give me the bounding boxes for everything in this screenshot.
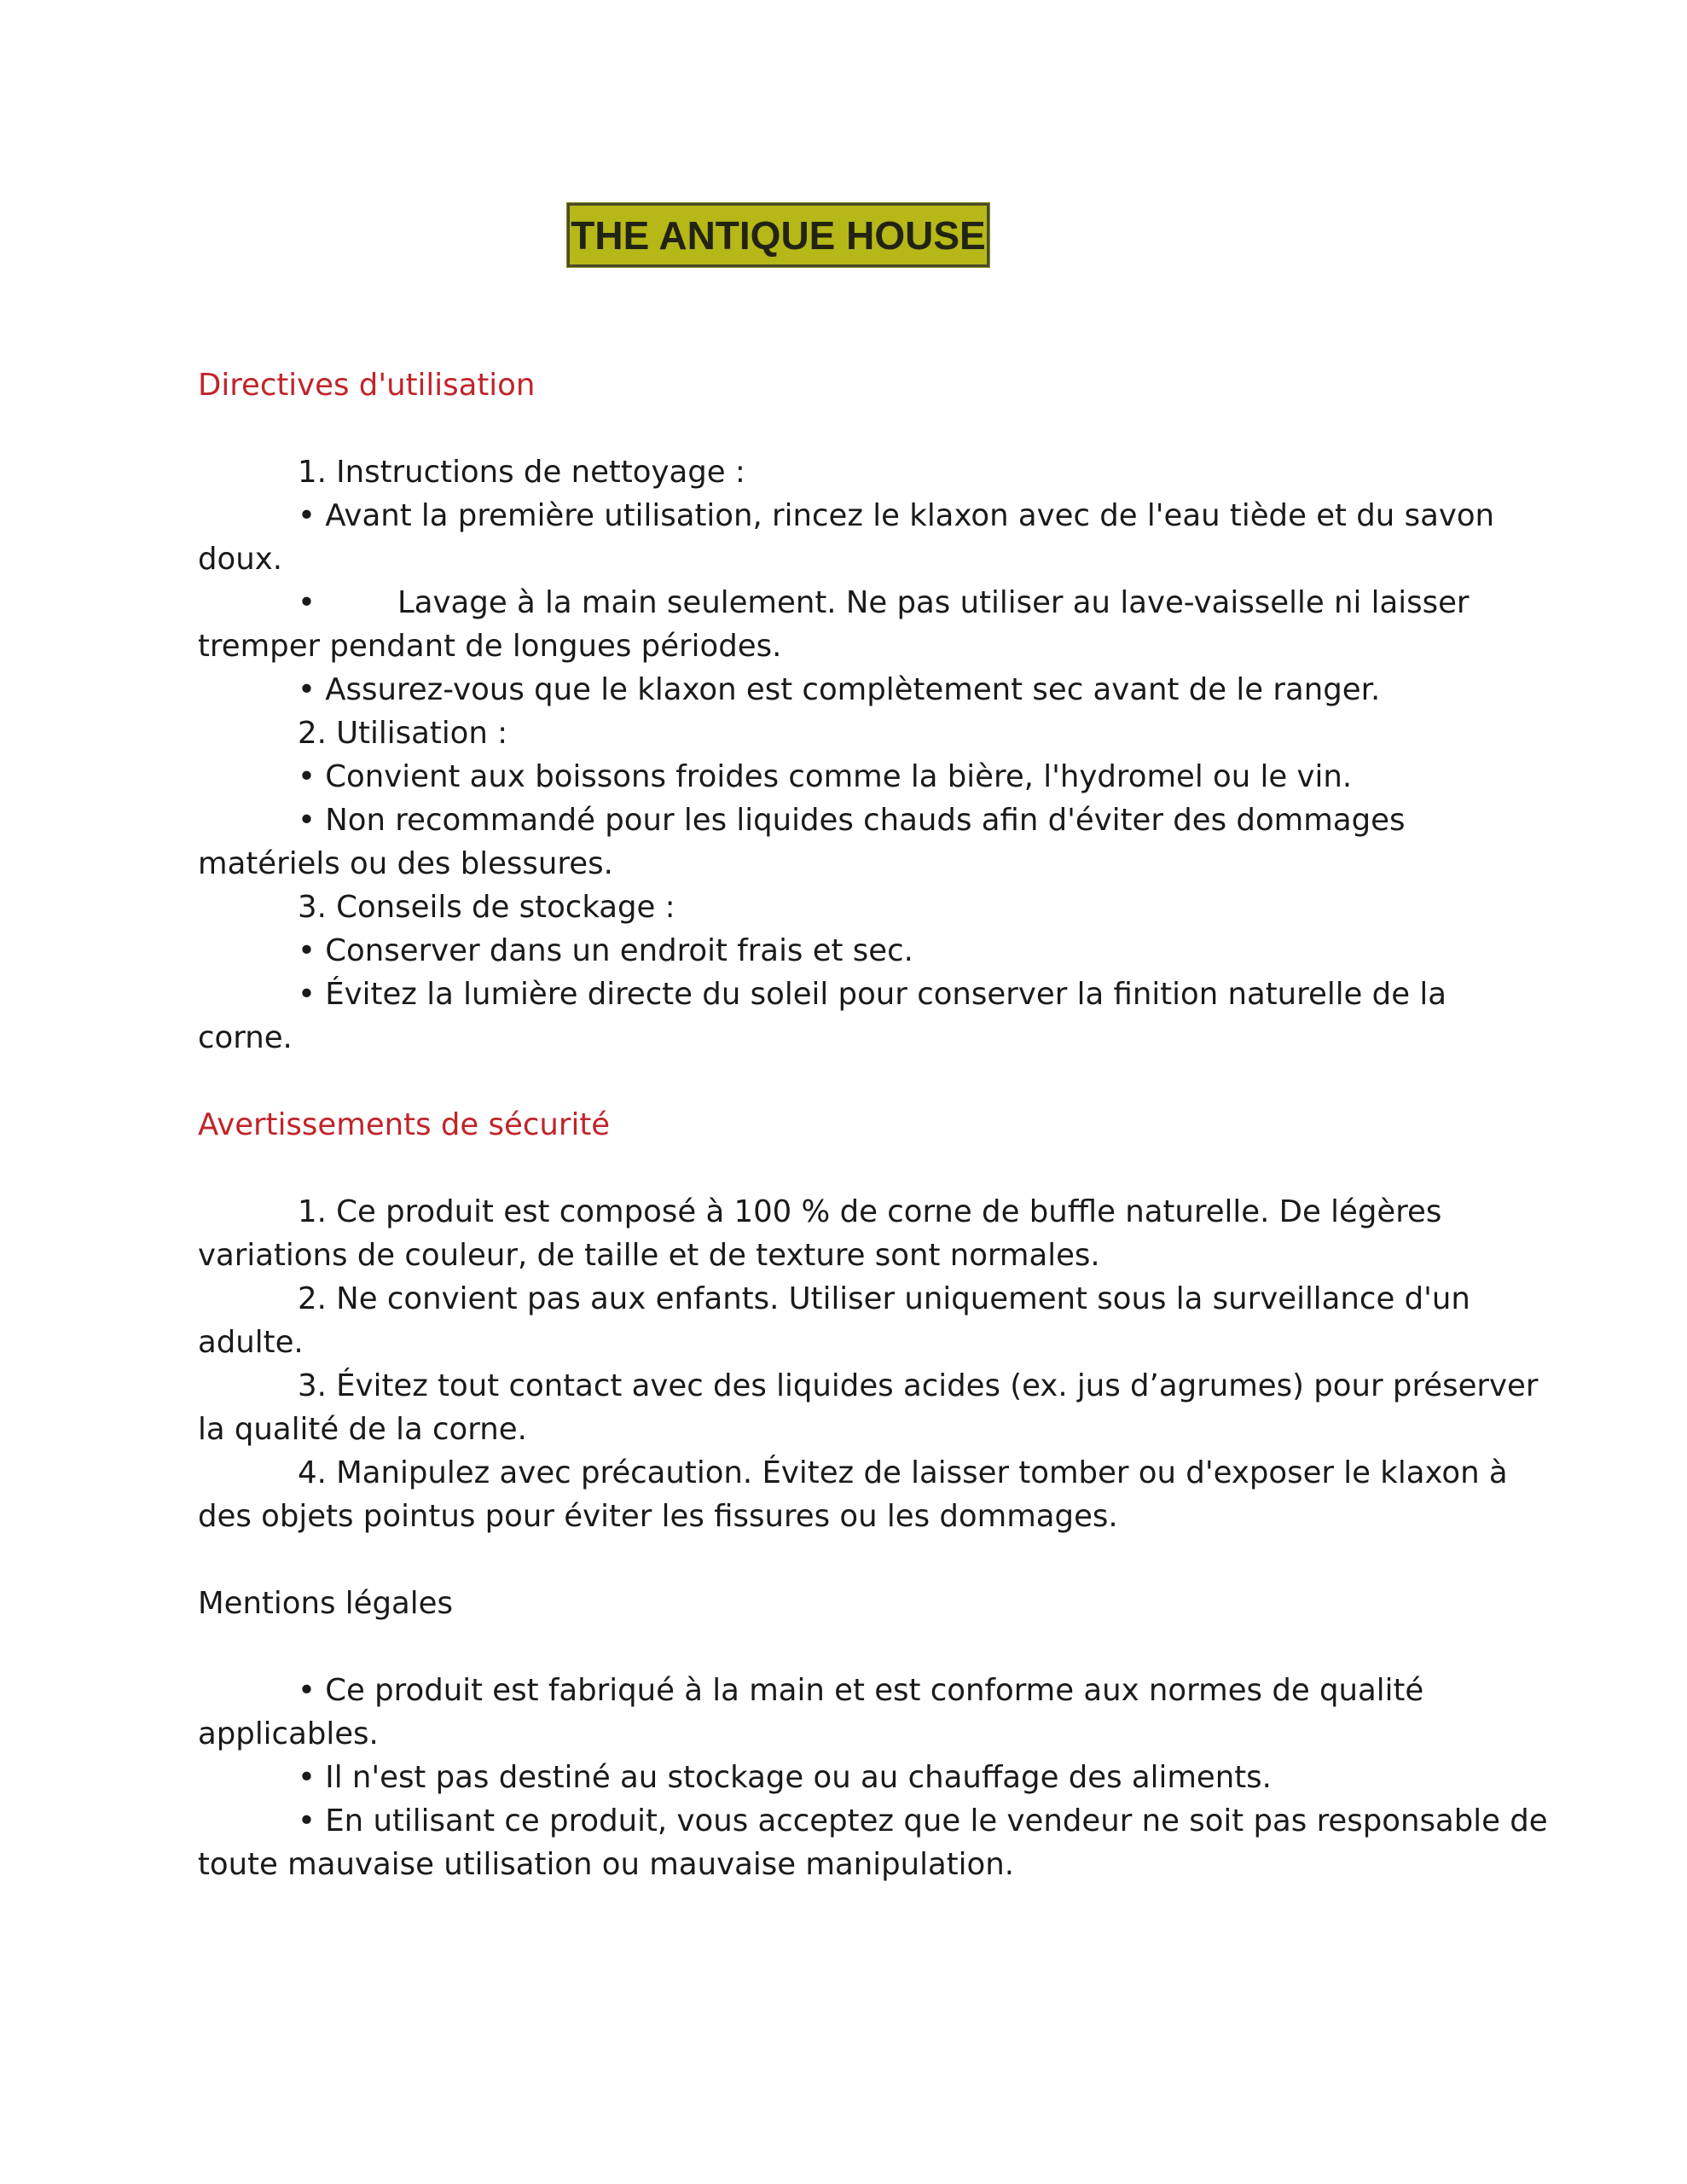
section-title-legal: Mentions légales [198,1586,453,1621]
cleaning-item-2-cont: tremper pendant de longues périodes. [198,629,782,664]
use-heading: 2. Utilisation : [298,716,508,751]
safety-item-2: 2. Ne convient pas aux enfants. Utiliser uniquement sous la surveillance d'un [298,1281,1470,1316]
safety-item-4-cont: des objets pointus pour éviter les fissures ou les dommages. [198,1499,1118,1534]
use-item-2-cont: matériels ou des blessures. [198,846,613,881]
safety-item-1-cont: variations de couleur, de taille et de texture sont normales. [198,1238,1100,1273]
safety-item-3: 3. Évitez tout contact avec des liquides acides (ex. jus d’agrumes) pour préserver [298,1368,1539,1403]
spacer [198,1147,1503,1190]
legal-item-1: • Ce produit est fabriqué à la main et est conforme aux normes de qualité [298,1673,1424,1708]
storage-heading: 3. Conseils de stockage : [298,890,675,925]
spacer [198,1060,1503,1103]
cleaning-item-2 [198,581,1503,624]
legal-item-2: • Il n'est pas destiné au stockage ou au chauffage des aliments. [298,1760,1272,1795]
section-title-safety: Avertissements de sécurité [198,1107,611,1142]
storage-item-1: • Conserver dans un endroit frais et sec. [298,933,913,968]
cleaning-item-2-text: Lavage à la main seulement. Ne pas utiliser au lave-vaisselle ni laisser [397,585,1470,620]
safety-item-4: 4. Manipulez avec précaution. Évitez de laisser tomber ou d'exposer le klaxon à [298,1455,1508,1490]
brand-logo [567,203,989,267]
safety-item-2-cont: adulte. [198,1325,304,1360]
cleaning-heading: 1. Instructions de nettoyage : [298,455,745,490]
cleaning-item-3: • Assurez-vous que le klaxon est complètement sec avant de le ranger. [298,672,1381,707]
safety-item-3-cont: la qualité de la corne. [198,1412,527,1447]
spacer [198,1625,1503,1669]
legal-item-3: • En utilisant ce produit, vous acceptez que le vendeur ne soit pas responsable de [298,1804,1548,1838]
storage-item-2-cont: corne. [198,1020,293,1055]
cleaning-item-1: • Avant la première utilisation, rincez le klaxon avec de l'eau tiède et du savon [298,498,1495,533]
bullet-glyph: • [298,585,316,620]
use-item-1: • Convient aux boissons froides comme la bière, l'hydromel ou le vin. [298,759,1353,794]
storage-item-2: • Évitez la lumière directe du soleil pour conserver la finition naturelle de la [298,977,1446,1012]
use-item-2: • Non recommandé pour les liquides chauds afin d'éviter des dommages [298,803,1406,838]
section-title-usage: Directives d'utilisation [198,368,536,403]
legal-item-1-cont: applicables. [198,1716,379,1751]
legal-item-3-cont: toute mauvaise utilisation ou mauvaise manipulation. [198,1847,1015,1882]
safety-item-1: 1. Ce produit est composé à 100 % de corne de buffle naturelle. De légères [298,1194,1442,1229]
logo-text: THE ANTIQUE HOUSE [571,212,986,258]
spacer [198,407,1503,450]
cleaning-item-1-cont: doux. [198,542,283,577]
spacer [198,1538,1503,1582]
document-body [198,363,1548,1886]
